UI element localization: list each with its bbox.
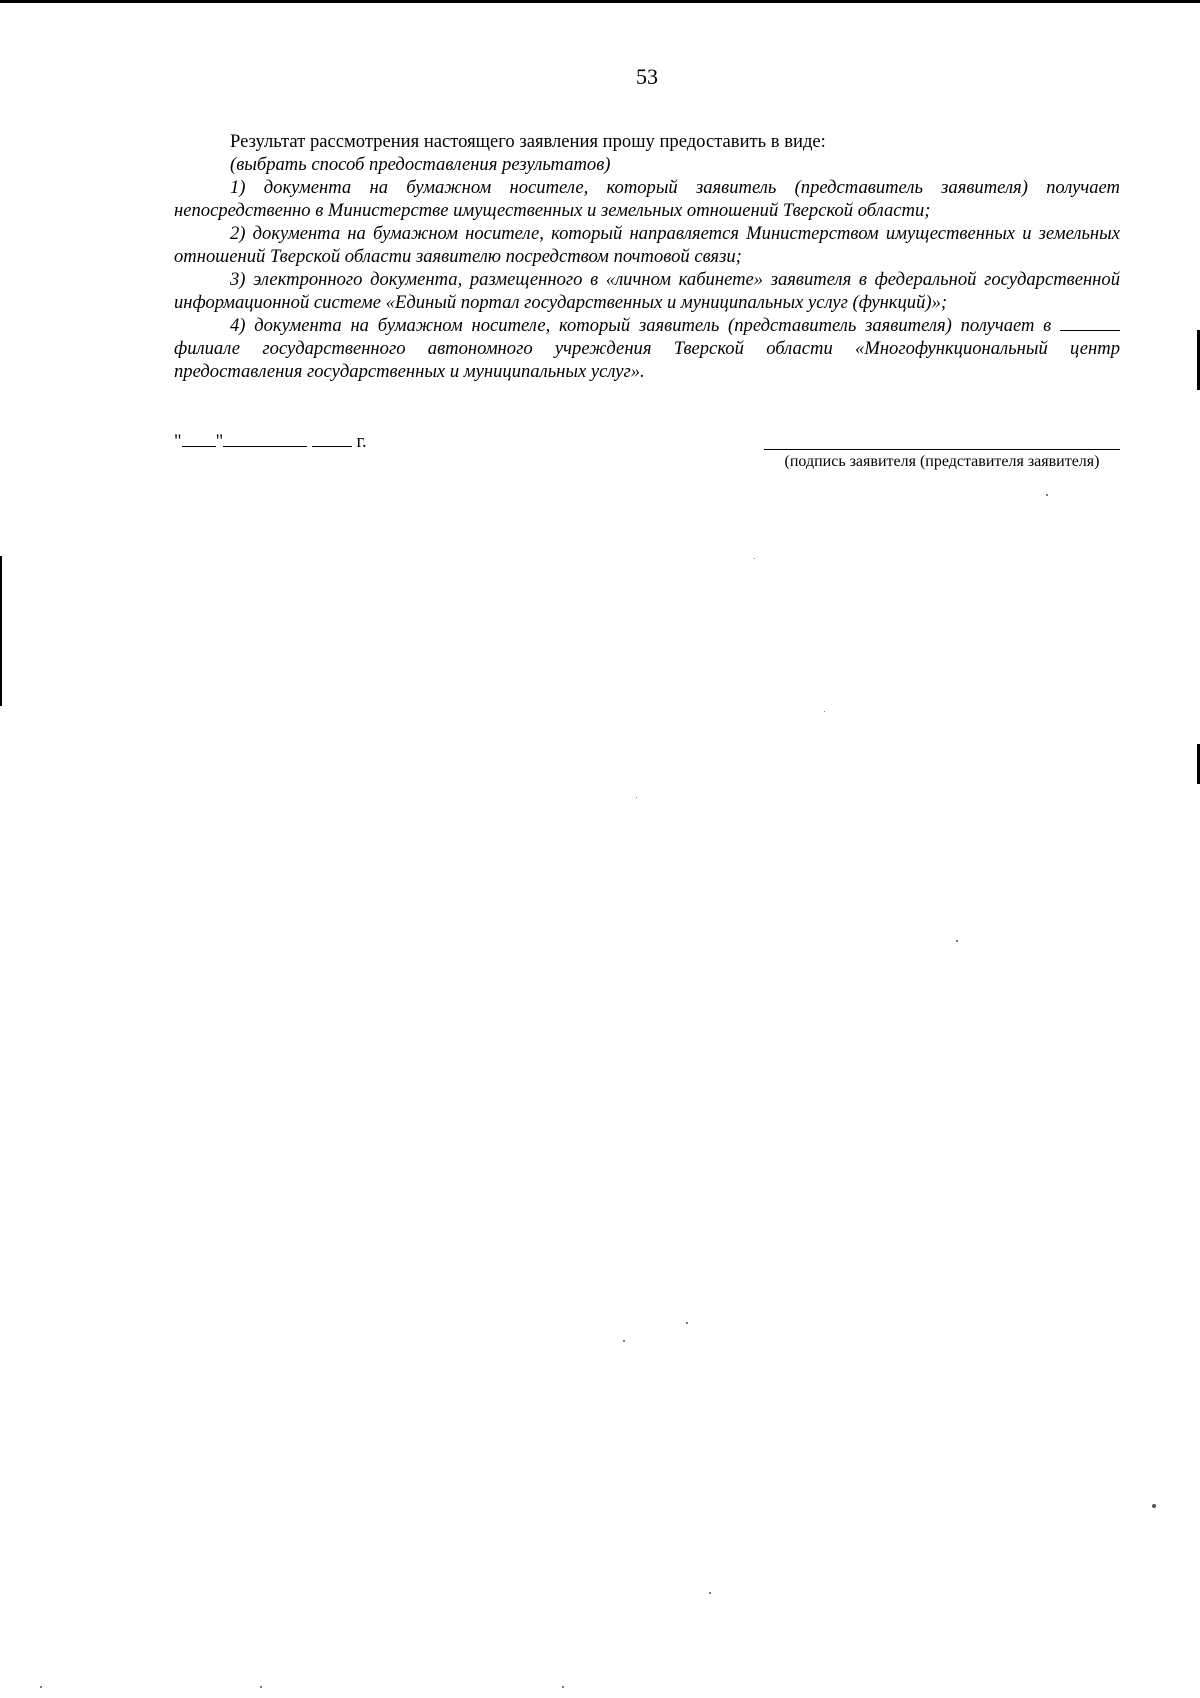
scan-speck: [623, 1340, 625, 1342]
month-blank[interactable]: [223, 428, 307, 447]
scan-left-edge-mark: [0, 556, 2, 706]
option-4-text-before: 4) документа на бумажном носителе, который заявитель (представитель заявителя) получает в: [230, 315, 1052, 336]
option-4: [174, 314, 1120, 383]
signature-line[interactable]: [764, 449, 1120, 450]
scan-speck: [824, 711, 825, 712]
scan-speck: [754, 558, 755, 559]
application-form-body: [174, 130, 1120, 383]
scan-speck: [709, 1592, 711, 1594]
scan-speck: [636, 797, 637, 798]
scan-speck: [1046, 494, 1048, 496]
form-heading: Результат рассмотрения настоящего заявления прошу предоставить в виде:: [230, 131, 826, 152]
scan-speck: [40, 1686, 42, 1688]
date-open-quote: ": [174, 431, 182, 452]
scan-speck: [956, 940, 958, 942]
year-suffix: г.: [356, 431, 367, 452]
date-close-quote: ": [215, 431, 224, 452]
scan-speck: [562, 1686, 564, 1688]
option-1: 1) документа на бумажном носителе, который заявитель (представитель заявителя) получает непосредственно в Министерстве имущественных и земельных отношений Тверской области;: [174, 177, 1120, 221]
signature-caption: (подпись заявителя (представителя заявителя): [784, 453, 1100, 470]
scan-speck: [686, 1322, 688, 1324]
option-2: 2) документа на бумажном носителе, который направляется Министерством имущественных и земельных отношений Тверской области заявителю посредством почтовой связи;: [174, 223, 1120, 267]
form-hint: (выбрать способ предоставления результатов): [230, 154, 611, 175]
page-number: 53: [636, 64, 658, 89]
date-field: [174, 428, 367, 454]
scan-speck: [1152, 1504, 1156, 1508]
option-4-text-after: филиале государственного автономного учреждения Тверской области «Многофункциональный центр предоставления государственных и муниципальных услуг».: [174, 338, 1120, 382]
option-3: 3) электронного документа, размещенного в «личном кабинете» заявителя в федеральной государственной информационной системе «Единый портал государственных и муниципальных услуг (функций)»;: [174, 269, 1120, 313]
year-blank[interactable]: [312, 428, 352, 447]
scan-speck: [260, 1686, 262, 1688]
branch-name-blank[interactable]: [1060, 314, 1120, 331]
scan-top-edge: [0, 0, 1200, 3]
day-blank[interactable]: [182, 428, 216, 447]
